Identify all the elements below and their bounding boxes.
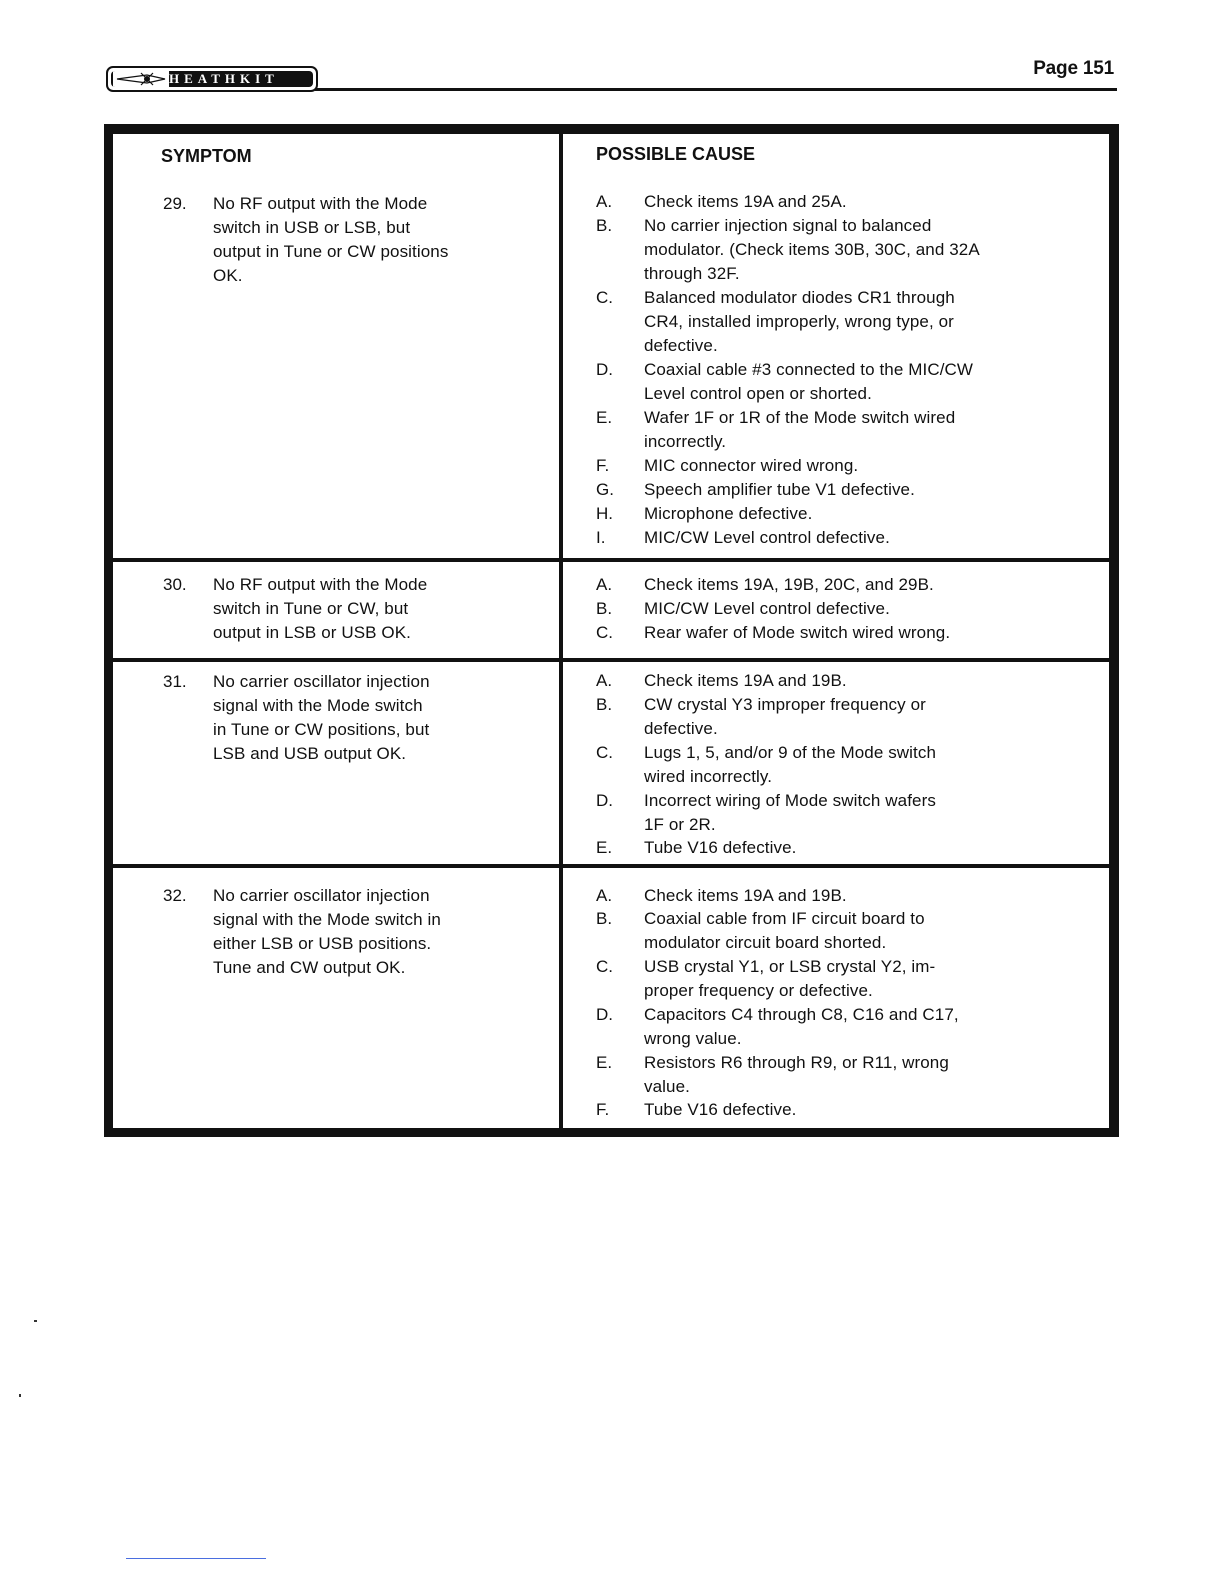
cause-letter: B. <box>596 599 613 618</box>
scan-speck <box>34 1320 37 1322</box>
symptom-line: Tune and CW output OK. <box>213 958 406 977</box>
logo-emblem-icon <box>113 71 169 87</box>
cause-letter: C. <box>596 288 613 307</box>
cause-line: USB crystal Y1, or LSB crystal Y2, im- <box>644 957 936 976</box>
cause-line: Incorrect wiring of Mode switch wafers <box>644 791 936 810</box>
symptom-line: switch in USB or LSB, but <box>213 218 411 237</box>
header-symptom: SYMPTOM <box>161 146 252 166</box>
cause-line: CR4, installed improperly, wrong type, or <box>644 312 954 331</box>
cause-line: Resistors R6 through R9, or R11, wrong <box>644 1053 949 1072</box>
row-number: 32. <box>163 886 187 905</box>
cause-line: Check items 19A and 19B. <box>644 886 847 905</box>
cause-line: 1F or 2R. <box>644 815 716 834</box>
symptom-line: output in Tune or CW positions <box>213 242 449 261</box>
cause-letter: A. <box>596 192 613 211</box>
cause-letter: B. <box>596 216 613 235</box>
header-cause: POSSIBLE CAUSE <box>596 144 756 164</box>
cause-line: value. <box>644 1077 690 1096</box>
cause-line: Check items 19A, 19B, 20C, and 29B. <box>644 575 934 594</box>
logo-text: HEATHKIT <box>169 71 279 86</box>
cause-line: Check items 19A and 25A. <box>644 192 847 211</box>
cause-line: wired incorrectly. <box>644 767 773 786</box>
cause-line: Lugs 1, 5, and/or 9 of the Mode switch <box>644 743 937 762</box>
cause-letter: H. <box>596 504 613 523</box>
row-31-cause-cell <box>563 662 1109 864</box>
cause-letter: I. <box>596 528 606 547</box>
row-29-cause-cell <box>563 182 1109 558</box>
symptom-line: output in LSB or USB OK. <box>213 623 411 642</box>
row-32-cause-cell <box>563 868 1109 1128</box>
cause-letter: C. <box>596 623 613 642</box>
cause-letter: D. <box>596 791 613 810</box>
footer-rule <box>126 1558 266 1559</box>
cause-line: modulator circuit board shorted. <box>644 933 887 952</box>
cause-line: Tube V16 defective. <box>644 1100 797 1119</box>
cause-line: Coaxial cable #3 connected to the MIC/CW <box>644 360 974 379</box>
row-number: 29. <box>163 194 187 213</box>
cause-line: through 32F. <box>644 264 740 283</box>
row-number: 31. <box>163 672 187 691</box>
cause-letter: C. <box>596 743 613 762</box>
cause-line: modulator. (Check items 30B, 30C, and 32A <box>644 240 980 259</box>
cause-letter: A. <box>596 886 613 905</box>
cause-line: CW crystal Y3 improper frequency or <box>644 695 926 714</box>
cause-line: proper frequency or defective. <box>644 981 873 1000</box>
symptom-line: in Tune or CW positions, but <box>213 720 430 739</box>
cause-line: No carrier injection signal to balanced <box>644 216 932 235</box>
cause-letter: D. <box>596 1005 613 1024</box>
cause-line: Check items 19A and 19B. <box>644 671 847 690</box>
cause-line: incorrectly. <box>644 432 727 451</box>
symptom-line: No carrier oscillator injection <box>213 886 430 905</box>
row-30-cause-cell <box>563 562 1109 658</box>
cause-letter: C. <box>596 957 613 976</box>
cause-letter: B. <box>596 695 613 714</box>
cause-line: defective. <box>644 719 718 738</box>
row-29-symptom-cell <box>113 182 559 558</box>
cause-line: Level control open or shorted. <box>644 384 872 403</box>
header-cell-symptom <box>113 134 559 182</box>
cause-line: Tube V16 defective. <box>644 838 797 857</box>
cause-line: Coaxial cable from IF circuit board to <box>644 909 925 928</box>
cause-line: wrong value. <box>644 1029 742 1048</box>
cause-line: Wafer 1F or 1R of the Mode switch wired <box>644 408 956 427</box>
cause-letter: F. <box>596 1100 610 1119</box>
cause-letter: A. <box>596 575 613 594</box>
symptom-line: signal with the Mode switch in <box>213 910 441 929</box>
symptom-line: No RF output with the Mode <box>213 575 428 594</box>
symptom-line: signal with the Mode switch <box>213 696 423 715</box>
cause-line: Rear wafer of Mode switch wired wrong. <box>644 623 951 642</box>
heathkit-logo <box>106 66 318 92</box>
symptom-line: No carrier oscillator injection <box>213 672 430 691</box>
cause-letter: E. <box>596 1053 613 1072</box>
row-31-symptom-cell <box>113 662 559 864</box>
cause-line: Microphone defective. <box>644 504 813 523</box>
cause-letter: E. <box>596 408 613 427</box>
symptom-line: No RF output with the Mode <box>213 194 428 213</box>
troubleshooting-table <box>104 124 1119 1137</box>
cause-line: Balanced modulator diodes CR1 through <box>644 288 955 307</box>
cause-line: MIC/CW Level control defective. <box>644 528 890 547</box>
cause-letter: B. <box>596 909 613 928</box>
row-32-symptom-cell <box>113 868 559 1128</box>
cause-line: MIC connector wired wrong. <box>644 456 859 475</box>
symptom-line: switch in Tune or CW, but <box>213 599 409 618</box>
page-number: Page 151 <box>1033 58 1114 79</box>
cause-letter: G. <box>596 480 614 499</box>
cause-letter: E. <box>596 838 613 857</box>
cause-line: defective. <box>644 336 718 355</box>
scan-speck <box>19 1394 21 1397</box>
symptom-line: LSB and USB output OK. <box>213 744 407 763</box>
symptom-line: OK. <box>213 266 243 285</box>
cause-line: Speech amplifier tube V1 defective. <box>644 480 915 499</box>
cause-line: Capacitors C4 through C8, C16 and C17, <box>644 1005 959 1024</box>
symptom-line: either LSB or USB positions. <box>213 934 432 953</box>
header-rule <box>315 88 1117 91</box>
row-30-symptom-cell <box>113 562 559 658</box>
cause-letter: D. <box>596 360 613 379</box>
cause-line: MIC/CW Level control defective. <box>644 599 890 618</box>
row-number: 30. <box>163 575 187 594</box>
cause-letter: A. <box>596 671 613 690</box>
cause-letter: F. <box>596 456 610 475</box>
header-cell-cause <box>563 134 1109 182</box>
